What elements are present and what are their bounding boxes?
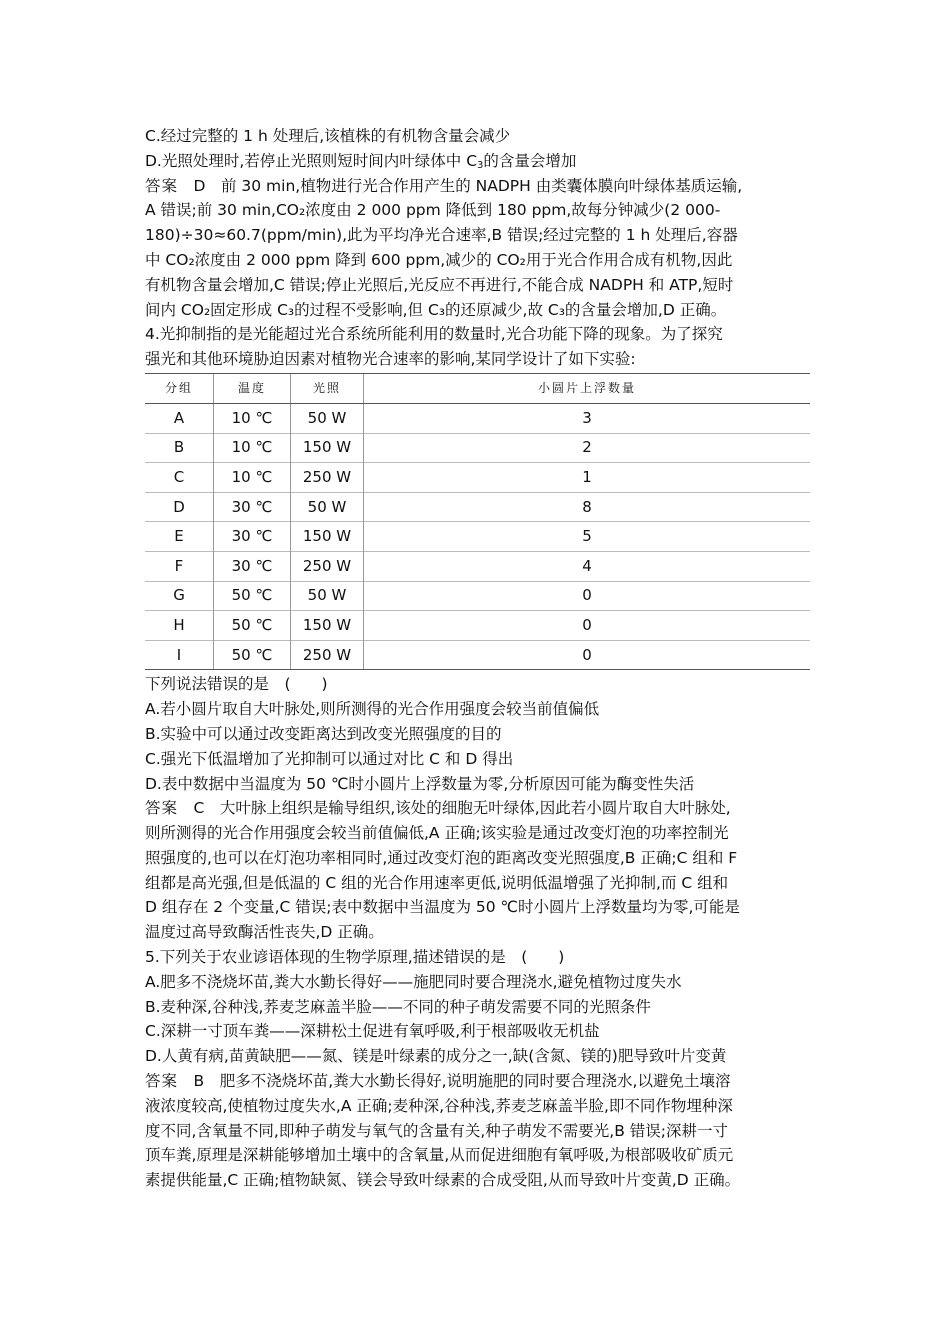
q4-option-c: C.强光下低温增加了光抑制可以通过对比 C 和 D 得出 xyxy=(145,749,514,768)
column-header-group: 分组 xyxy=(145,373,214,403)
table-cell: 150 W xyxy=(291,522,364,552)
subscript-3: 3 xyxy=(477,159,484,171)
q4-option-d: D.表中数据中当温度为 50 ℃时小圆片上浮数量为零,分析原因可能为酶变性失活 xyxy=(145,774,695,793)
table-row xyxy=(145,492,810,522)
table-cell: 250 W xyxy=(291,551,364,581)
experiment-table xyxy=(145,373,810,670)
table-cell: I xyxy=(145,640,214,670)
q4-stem-line: 4.光抑制指的是光能超过光合系统所能利用的数量时,光合功能下降的现象。为了探究 xyxy=(145,325,723,344)
q4-explanation-line: 温度过高导致酶活性丧失,D 正确。 xyxy=(145,923,384,942)
q3-explanation-line: 前 30 min,植物进行光合作用产生的 NADPH 由类囊体膜向叶绿体基质运输, xyxy=(220,176,743,195)
table-row xyxy=(145,403,810,433)
q5-explanation-line: 肥多不浇烧坏苗,粪大水勤长得好,说明施肥的同时要合理浇水,以避免土壤溶 xyxy=(219,1072,731,1091)
table-cell: 0 xyxy=(364,640,811,670)
q4-explanation-line: 大叶脉上组织是输导组织,该处的细胞无叶绿体,因此若小圆片取自大叶脉处, xyxy=(219,799,731,818)
table-cell: C xyxy=(145,463,214,493)
q5-explanation-line: 液浓度较高,使植物过度失水,A 正确;麦种深,谷种浅,荞麦芝麻盖半脸,即不同作物埋种深 xyxy=(145,1096,733,1115)
table-row xyxy=(145,640,810,670)
table-cell: 30 ℃ xyxy=(214,492,291,522)
q4-explanation-line: 照强度的,也可以在灯泡功率相同时,通过改变灯泡的距离改变光照强度,B 正确;C 组和 F xyxy=(145,848,738,867)
answer-letter: B xyxy=(193,1072,205,1091)
table-cell: 250 W xyxy=(291,640,364,670)
table-cell: 50 ℃ xyxy=(214,611,291,641)
table-cell: 10 ℃ xyxy=(214,463,291,493)
q3-explanation-line: 180)÷30≈60.7(ppm/min),此为平均净光合速率,B 错误;经过完整的 1 h 处理后,容器 xyxy=(145,226,738,245)
table-cell: 2 xyxy=(364,433,811,463)
q5-option-d: D.人黄有病,苗黄缺肥——氮、镁是叶绿素的成分之一,缺(含氮、镁的)肥导致叶片变黄 xyxy=(145,1047,727,1066)
column-header-float-count: 小圆片上浮数量 xyxy=(364,373,811,403)
q3-explanation-line: 有机物含量会增加,C 错误;停止光照后,光反应不再进行,不能合成 NADPH 和 ATP,短时 xyxy=(145,275,734,294)
q3-option-d xyxy=(145,149,810,174)
table-cell: 50 W xyxy=(291,492,364,522)
table-cell: 8 xyxy=(364,492,811,522)
q5-explanation-line: 素提供能量,C 正确;植物缺氮、镁会导致叶绿素的合成受阻,从而导致叶片变黄,D 正确。 xyxy=(145,1171,741,1190)
table-cell: 10 ℃ xyxy=(214,433,291,463)
answer-label: 答案 xyxy=(145,799,179,818)
q5-answer-line xyxy=(145,1069,810,1094)
q5-option-c: C.深耕一寸顶车粪——深耕松土促进有氧呼吸,利于根部吸收无机盐 xyxy=(145,1022,600,1041)
q5-option-a: A.肥多不浇烧坏苗,粪大水勤长得好——施肥同时要合理浇水,避免植物过度失水 xyxy=(145,972,682,991)
q4-answer-line xyxy=(145,796,810,821)
table-cell: 3 xyxy=(364,403,811,433)
q4-explanation-line: 则所测得的光合作用强度会较当前值偏低,A 正确;该实验是通过改变灯泡的功率控制光 xyxy=(145,824,729,843)
table-cell: 50 W xyxy=(291,403,364,433)
q5-explanation-line: 顶车粪,原理是深耕能够增加土壤中的含氧量,从而促进细胞有氧呼吸,为根部吸收矿质元 xyxy=(145,1146,734,1165)
table-cell: 50 ℃ xyxy=(214,581,291,611)
answer-label: 答案 xyxy=(145,1072,179,1091)
table-cell: 250 W xyxy=(291,463,364,493)
table-cell: 50 ℃ xyxy=(214,640,291,670)
q3-explanation-line: 间内 CO₂固定形成 C₃的过程不受影响,但 C₃的还原减少,故 C₃的含量会增加,D 正确。 xyxy=(145,300,727,319)
q5-explanation-line: 度不同,含氧量不同,即种子萌发与氧气的含量有关,种子萌发不需要光,B 错误;深耕一寸 xyxy=(145,1121,728,1140)
table-cell: B xyxy=(145,433,214,463)
table-header-row xyxy=(145,373,810,403)
table-cell: 30 ℃ xyxy=(214,522,291,552)
answer-letter: C xyxy=(193,799,205,818)
table-cell: 4 xyxy=(364,551,811,581)
table-cell: 150 W xyxy=(291,611,364,641)
table-cell: 50 W xyxy=(291,581,364,611)
q4-option-b: B.实验中可以通过改变距离达到改变光照强度的目的 xyxy=(145,724,502,743)
table-cell: A xyxy=(173,408,185,427)
q3-option-d-text: D.光照处理时,若停止光照则短时间内叶绿体中 C xyxy=(145,151,478,170)
table-row xyxy=(145,581,810,611)
q3-option-d-text-end: 的含量会增加 xyxy=(483,151,577,170)
q3-explanation-line: 中 CO₂浓度由 2 000 ppm 降到 600 ppm,减少的 CO₂用于光合作用合成有机物,因此 xyxy=(145,250,733,269)
table-row xyxy=(145,433,810,463)
table-cell: 0 xyxy=(364,581,811,611)
column-header-temperature: 温度 xyxy=(214,373,291,403)
table-cell: G xyxy=(145,581,214,611)
q4-question: 下列说法错误的是 ( ) xyxy=(145,675,328,694)
q3-explanation-line: A 错误;前 30 min,CO₂浓度由 2 000 ppm 降低到 180 ppm,故每分钟减少(2 000- xyxy=(145,201,721,220)
q5-option-b: B.麦种深,谷种浅,荞麦芝麻盖半脸——不同的种子萌发需要不同的光照条件 xyxy=(145,997,651,1016)
table-row xyxy=(145,463,810,493)
table-cell: F xyxy=(145,551,214,581)
q4-stem-line: 强光和其他环境胁迫因素对植物光合速率的影响,某同学设计了如下实验: xyxy=(145,350,636,369)
q4-option-a: A.若小圆片取自大叶脉处,则所测得的光合作用强度会较当前值偏低 xyxy=(145,700,600,719)
table-cell: 30 ℃ xyxy=(214,551,291,581)
table-cell: 5 xyxy=(364,522,811,552)
table-row xyxy=(145,611,810,641)
document-page xyxy=(145,124,810,1193)
q5-stem: 5.下列关于农业谚语体现的生物学原理,描述错误的是 ( ) xyxy=(145,948,565,967)
q3-option-c: C.经过完整的 1 h 处理后,该植株的有机物含量会减少 xyxy=(145,127,511,145)
table-cell: 10 ℃ xyxy=(214,403,291,433)
q3-answer-line xyxy=(145,174,810,199)
table-cell: 1 xyxy=(364,463,811,493)
q4-explanation-line: 组都是高光强,但是低温的 C 组的光合作用速率更低,说明低温增强了光抑制,而 C 组和 xyxy=(145,873,729,892)
table-cell: D xyxy=(145,492,214,522)
table-row xyxy=(145,522,810,552)
table-cell: E xyxy=(145,522,214,552)
answer-letter: D xyxy=(193,176,206,195)
table-cell: 150 W xyxy=(291,433,364,463)
table-cell: 0 xyxy=(364,611,811,641)
answer-label: 答案 xyxy=(145,176,179,195)
column-header-light: 光照 xyxy=(291,373,364,403)
table-row xyxy=(145,551,810,581)
table-cell: H xyxy=(145,611,214,641)
q4-explanation-line: D 组存在 2 个变量,C 错误;表中数据中当温度为 50 ℃时小圆片上浮数量均为零,可能是 xyxy=(145,898,740,917)
